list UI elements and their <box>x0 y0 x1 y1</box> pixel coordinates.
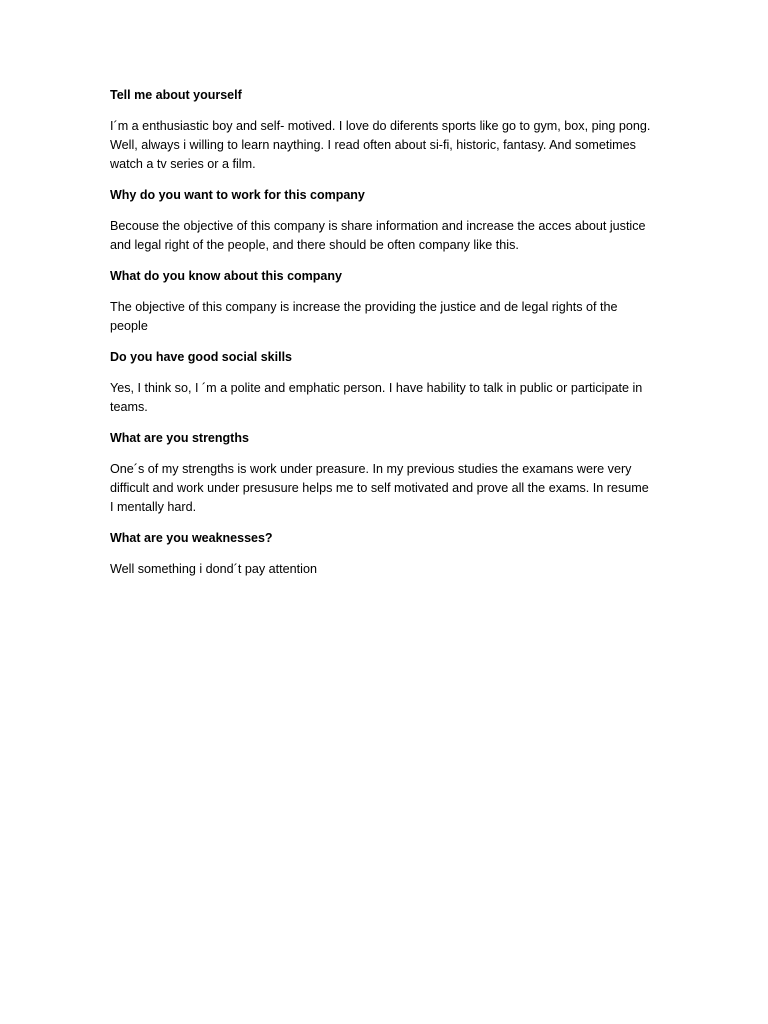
qa-section <box>110 348 655 417</box>
answer-paragraph: Becouse the objective of this company is share information and increase the acces about justice and legal right of the people, and there should be often company like this. <box>110 219 646 252</box>
document-body <box>110 86 655 591</box>
qa-section <box>110 186 655 255</box>
question-heading: Tell me about yourself <box>110 88 242 102</box>
answer-paragraph: One´s of my strengths is work under preasure. In my previous studies the examans were very difficult and work under presusure helps me to self motivated and prove all the exams. In resume I mentally hard. <box>110 462 649 514</box>
answer-paragraph: I´m a enthusiastic boy and self- motived. I love do diferents sports like go to gym, box, ping pong. Well, always i willing to learn naything. I read often about si-fi, historic, fantasy. And sometimes watch a tv series or a film. <box>110 119 651 171</box>
question-heading: What do you know about this company <box>110 269 342 283</box>
qa-section <box>110 529 655 579</box>
qa-section <box>110 429 655 517</box>
qa-section <box>110 267 655 336</box>
qa-section <box>110 86 655 174</box>
answer-paragraph: Yes, I think so, I ´m a polite and emphatic person. I have hability to talk in public or participate in teams. <box>110 381 643 414</box>
question-heading: Do you have good social skills <box>110 350 292 364</box>
question-heading: Why do you want to work for this company <box>110 188 365 202</box>
question-heading: What are you strengths <box>110 431 249 445</box>
answer-paragraph: Well something i dond´t pay attention <box>110 562 317 576</box>
question-heading: What are you weaknesses? <box>110 531 273 545</box>
answer-paragraph: The objective of this company is increase the providing the justice and de legal rights of the people <box>110 300 618 333</box>
